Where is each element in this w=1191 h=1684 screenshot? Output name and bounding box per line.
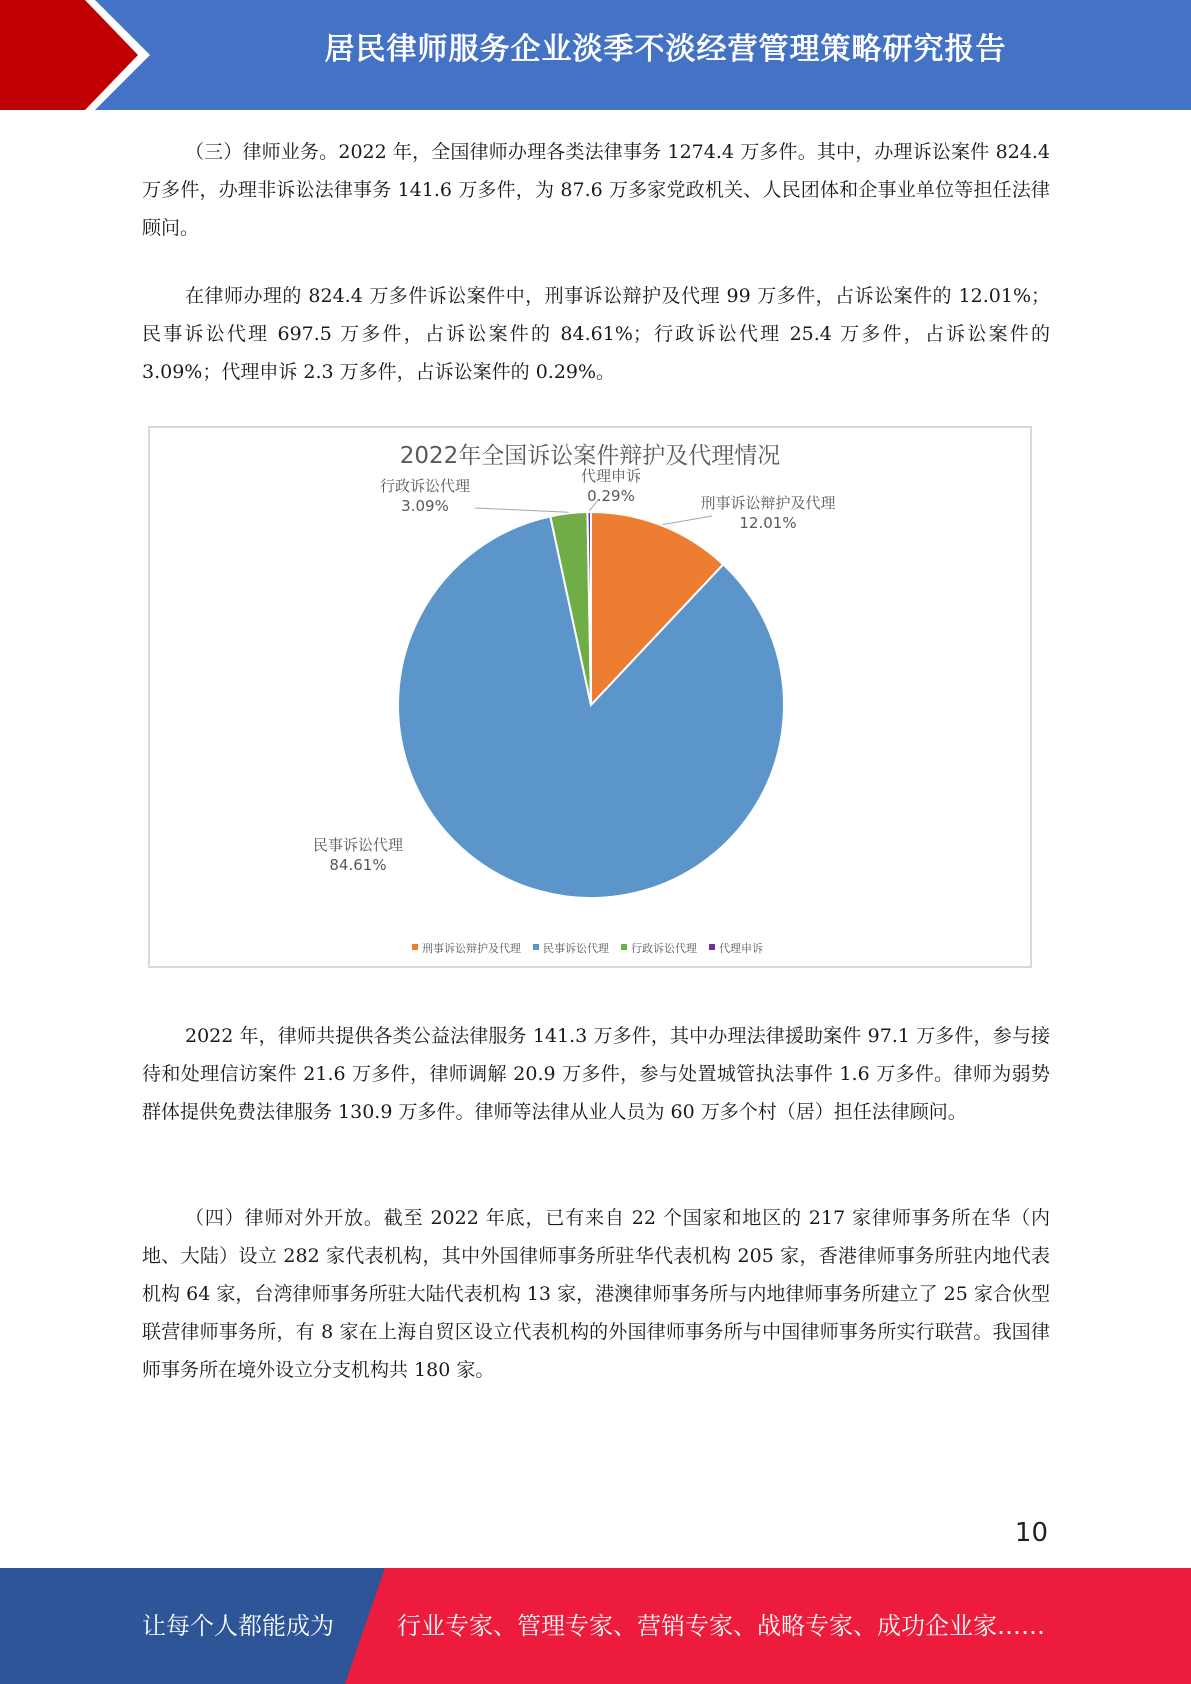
chart-title: 2022年全国诉讼案件辩护及代理情况 (399, 443, 781, 469)
slice-percent-label: 3.09% (401, 497, 449, 515)
legend-label: 行政诉讼代理 (631, 942, 697, 955)
chart-legend (412, 941, 763, 955)
pie-chart (150, 428, 1030, 966)
slice-category-label: 民事诉讼代理 (312, 836, 404, 854)
legend-swatch (533, 944, 539, 950)
slice-category-label: 代理申诉 (580, 467, 642, 485)
legend-label: 刑事诉讼辩护及代理 (422, 942, 521, 955)
footer-slogan-right: 行业专家、管理专家、营销专家、战略专家、成功企业家…… (397, 1612, 1045, 1640)
legend-swatch (621, 944, 627, 950)
paragraph-text: 2022 年，律师共提供各类公益法律服务 141.3 万多件，其中办理法律援助案件 97.1 万多件，参与接待和处理信访案件 21.6 万多件，律师调解 20.9 万多件，参与处置城管执法事件 1.6 万多件。律师为弱势群体提供免费法律服务 130.9 万多件。律师等法律从业人员为 60 万多个村（居）担任法律顾问。 (142, 1025, 1050, 1123)
pie-slices (398, 512, 784, 898)
slice-percent-label: 84.61% (329, 856, 387, 874)
slice-category-label: 刑事诉讼辩护及代理 (700, 494, 836, 512)
slice-leader-line (475, 508, 569, 512)
legend-label: 代理申诉 (719, 942, 763, 955)
paragraph-text: （四）律师对外开放。截至 2022 年底，已有来自 22 个国家和地区的 217 家律师事务所在华（内地、大陆）设立 282 家代表机构，其中外国律师事务所驻华代表机构 205 家，香港律师事务所驻内地代表机构 64 家，台湾律师事务所驻大陆代表机构 13 家，港澳律师事务所与内地律师事务所建立了 25 家合伙型联营律师事务所，有 8 家在上海自贸区设立代表机构的外国律师事务所与中国律师事务所实行联营。我国律师事务所在境外设立分支机构共 180 家。 (142, 1207, 1050, 1381)
pie-chart-container (148, 426, 1032, 968)
slice-leader-line (662, 516, 712, 525)
footer-slogan-left: 让每个人都能成为 (142, 1612, 334, 1640)
slice-percent-label: 0.29% (587, 487, 635, 505)
legend-swatch (412, 944, 418, 950)
paragraph-text: 在律师办理的 824.4 万多件诉讼案件中，刑事诉讼辩护及代理 99 万多件，占诉讼案件的 12.01%；民事诉讼代理 697.5 万多件，占诉讼案件的 84.61%；行政诉讼代理 25.4 万多件，占诉讼案件的 3.09%；代理申诉 2.3 万多件，占诉讼案件的 0.29%。 (142, 285, 1050, 383)
paragraph-text: （三）律师业务。2022 年，全国律师办理各类法律事务 1274.4 万多件。其中，办理诉讼案件 824.4 万多件，办理非诉讼法律事务 141.6 万多件，为 87.6 万多家党政机关、人民团体和企事业单位等担任法律顾问。 (142, 141, 1050, 239)
page-number: 10 (1014, 1518, 1048, 1548)
paragraph-lawyer-business (142, 133, 1050, 247)
report-title: 居民律师服务企业淡季不淡经营管理策略研究报告 (324, 32, 1007, 67)
legend-label: 民事诉讼代理 (543, 942, 609, 955)
page-footer (0, 1568, 1191, 1684)
paragraph-opening-up (142, 1199, 1050, 1389)
slice-percent-label: 12.01% (739, 514, 797, 532)
paragraph-public-service (142, 1017, 1050, 1131)
header-arrow-red (0, 0, 138, 110)
legend-swatch (709, 944, 715, 950)
paragraph-litigation-breakdown (142, 277, 1050, 391)
slice-category-label: 行政诉讼代理 (379, 477, 471, 495)
header-arrow-shape (0, 0, 160, 110)
page-header (0, 0, 1191, 110)
